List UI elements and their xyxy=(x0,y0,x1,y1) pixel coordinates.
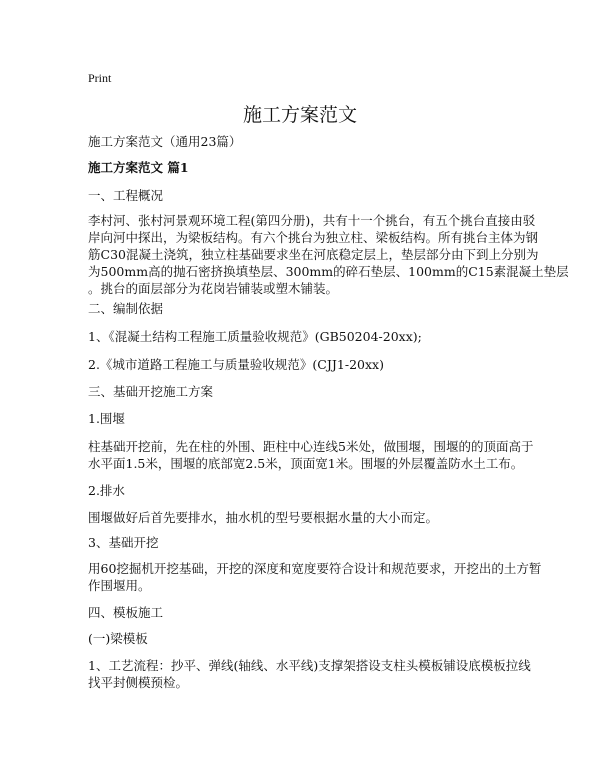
drainage-paragraph: 围堰做好后首先要排水，抽水机的型号要根据水量的大小而定。 xyxy=(88,510,439,525)
text-line: 找平封侧模预检。 xyxy=(88,675,189,690)
section-heading-overview: 一、工程概况 xyxy=(88,188,164,203)
subheading-drainage: 2.排水 xyxy=(88,483,125,498)
excavation-paragraph xyxy=(88,560,541,594)
subheading-beam-formwork: (一)梁模板 xyxy=(88,631,148,646)
text-line: 岸向河中探出，为梁板结构。有六个挑台为独立柱、梁板结构。所有挑台主体为钢 xyxy=(88,230,539,245)
text-line: 。挑台的面层部分为花岗岩铺装或塑木铺装。 xyxy=(88,281,339,296)
text-line: 作围堰用。 xyxy=(88,578,151,593)
subheading-excavation: 3、基础开挖 xyxy=(88,535,159,550)
subtitle: 施工方案范文（通用23篇） xyxy=(88,134,242,149)
basis-item-2: 2.《城市道路工程施工与质量验收规范》(CJJ1-20xx) xyxy=(88,357,384,372)
overview-paragraph xyxy=(88,212,569,297)
basis-item-1: 1、《混凝土结构工程施工质量验收规范》(GB50204-20xx); xyxy=(88,329,422,344)
section-heading-formwork: 四、模板施工 xyxy=(88,605,164,620)
text-line: 为500mm高的抛石密挤换填垫层、300mm的碎石垫层、100mm的C15素混凝土垫层 xyxy=(88,264,569,279)
beam-formwork-paragraph xyxy=(88,657,531,691)
page-title: 施工方案范文 xyxy=(242,104,357,126)
section-heading-basis: 二、编制依据 xyxy=(88,301,164,316)
text-line: 李村河、张村河景观环境工程(第四分册)，共有十一个挑台，有五个挑台直接由驳 xyxy=(88,213,536,228)
text-line: 用60挖掘机开挖基础，开挖的深度和宽度要符合设计和规范要求，开挖出的土方暂 xyxy=(88,561,542,576)
section-heading-excavation: 三、基础开挖施工方案 xyxy=(88,384,214,399)
subheading-cofferdam: 1.围堰 xyxy=(88,411,125,426)
text-line: 柱基础开挖前，先在柱的外围、距柱中心连线5米处，做围堰，围堰的的顶面高于 xyxy=(88,439,534,454)
text-line: 1、工艺流程：抄平、弹线(轴线、水平线)支撑架搭设支柱头模板铺设底模板拉线 xyxy=(88,658,531,673)
print-link[interactable]: Print xyxy=(88,71,112,85)
text-line: 筋C30混凝土浇筑，独立柱基础要求坐在河底稳定层上，垫层部分由下到上分别为 xyxy=(88,247,539,262)
article-heading: 施工方案范文 篇1 xyxy=(88,160,189,175)
cofferdam-paragraph xyxy=(88,438,533,472)
text-line: 水平面1.5米，围堰的底部宽2.5米，顶面宽1米。围堰的外层覆盖防水土工布。 xyxy=(88,456,524,471)
